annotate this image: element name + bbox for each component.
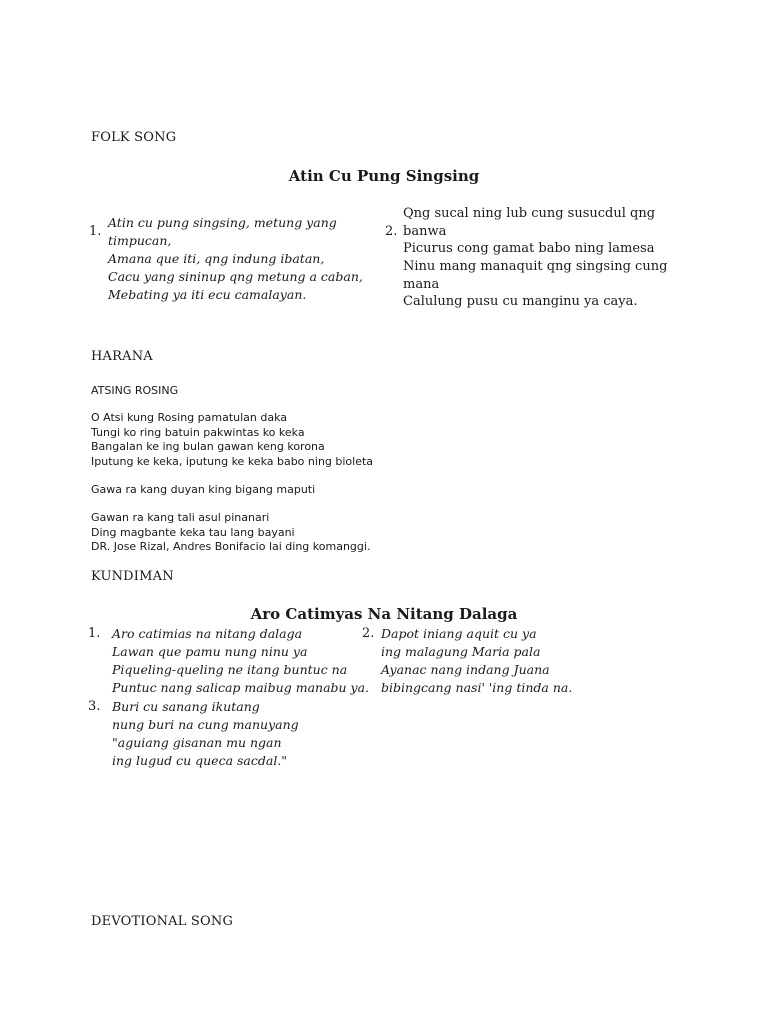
verse-line: Qng sucal ning lub cung susucdul qng bbox=[403, 206, 656, 221]
section-heading-devotional-song: DEVOTIONAL SONG bbox=[91, 914, 234, 929]
lyric-line: Gawa ra kang duyan king bigang maputi bbox=[91, 483, 316, 496]
verse-line: Buri cu sanang ikutang bbox=[112, 699, 260, 714]
verse-line: Amana que iti, qng indung ibatan, bbox=[108, 251, 325, 266]
lyric-line: DR. Jose Rizal, Andres Bonifacio lai ding komanggi. bbox=[91, 540, 371, 553]
lyric-line: Ding magbante keka tau lang bayani bbox=[91, 525, 295, 539]
verse-line: mana bbox=[403, 277, 440, 292]
verse-line: Aro catimias na nitang dalaga bbox=[112, 626, 303, 641]
lyrics-stanza bbox=[91, 411, 373, 469]
section-heading-kundiman: KUNDIMAN bbox=[91, 569, 174, 584]
verse-line: timpucan, bbox=[108, 233, 172, 248]
lyric-line: Iputung ke keka, iputung ke keka babo ning bioleta bbox=[91, 454, 374, 468]
verse-line: Ayanac nang indang Juana bbox=[381, 662, 550, 677]
lyric-line: Gawan ra kang tali asul pinanari bbox=[91, 511, 270, 524]
lyric-line: Tungi ko ring batuin pakwintas ko keka bbox=[91, 425, 305, 439]
verse-number: 1. bbox=[88, 626, 101, 641]
verse-line: Ninu mang manaquit qng singsing cung bbox=[403, 259, 668, 274]
verse-line: banwa bbox=[403, 224, 447, 239]
verse-line: Calulung pusu cu manginu ya caya. bbox=[403, 294, 638, 309]
lyric-line: O Atsi kung Rosing pamatulan daka bbox=[91, 411, 288, 424]
verse-block bbox=[381, 625, 572, 697]
verse-line: Mebating ya iti ecu camalayan. bbox=[108, 287, 307, 302]
verse-line: Picurus cong gamat babo ning lamesa bbox=[403, 241, 655, 256]
verse-block bbox=[403, 205, 667, 311]
verse-line: ing malagung Maria pala bbox=[381, 644, 541, 659]
verse-number: 2. bbox=[362, 626, 375, 641]
verse-line: Dapot iniang aquit cu ya bbox=[381, 626, 537, 641]
verse-block bbox=[112, 698, 299, 770]
verse-line: Piqueling-queling ne itang buntuc na bbox=[112, 662, 348, 677]
verse-line: nung buri na cung manuyang bbox=[112, 717, 299, 732]
verse-line: bibingcang nasi' 'ing tinda na. bbox=[381, 680, 573, 695]
section-heading-folk-song: FOLK SONG bbox=[91, 130, 177, 145]
verse-number: 1. bbox=[89, 224, 102, 239]
lyrics-stanza bbox=[91, 483, 315, 498]
verse-line: Atin cu pung singsing, metung yang bbox=[108, 215, 337, 230]
section-heading-harana: HARANA bbox=[91, 349, 153, 364]
verse-number: 2. bbox=[385, 224, 398, 239]
lyrics-stanza bbox=[91, 511, 370, 555]
verse-block bbox=[112, 625, 369, 697]
song-title-atsing-rosing: ATSING ROSING bbox=[91, 384, 179, 397]
verse-line: Cacu yang sininup qng metung a caban, bbox=[108, 269, 363, 284]
verse-line: Puntuc nang salicap maibug manabu ya. bbox=[112, 680, 370, 695]
song-title-aro-catimyas: Aro Catimyas Na Nitang Dalaga bbox=[250, 605, 518, 623]
lyric-line: Bangalan ke ing bulan gawan keng korona bbox=[91, 440, 325, 453]
verse-line: "aguiang gisanan mu ngan bbox=[112, 735, 282, 750]
verse-line: Lawan que pamu nung ninu ya bbox=[112, 644, 308, 659]
verse-line: ing lugud cu queca sacdal." bbox=[112, 753, 288, 768]
verse-block bbox=[108, 214, 363, 304]
verse-number: 3. bbox=[88, 699, 101, 714]
song-title-atin-cu-pung-singsing: Atin Cu Pung Singsing bbox=[288, 167, 480, 185]
